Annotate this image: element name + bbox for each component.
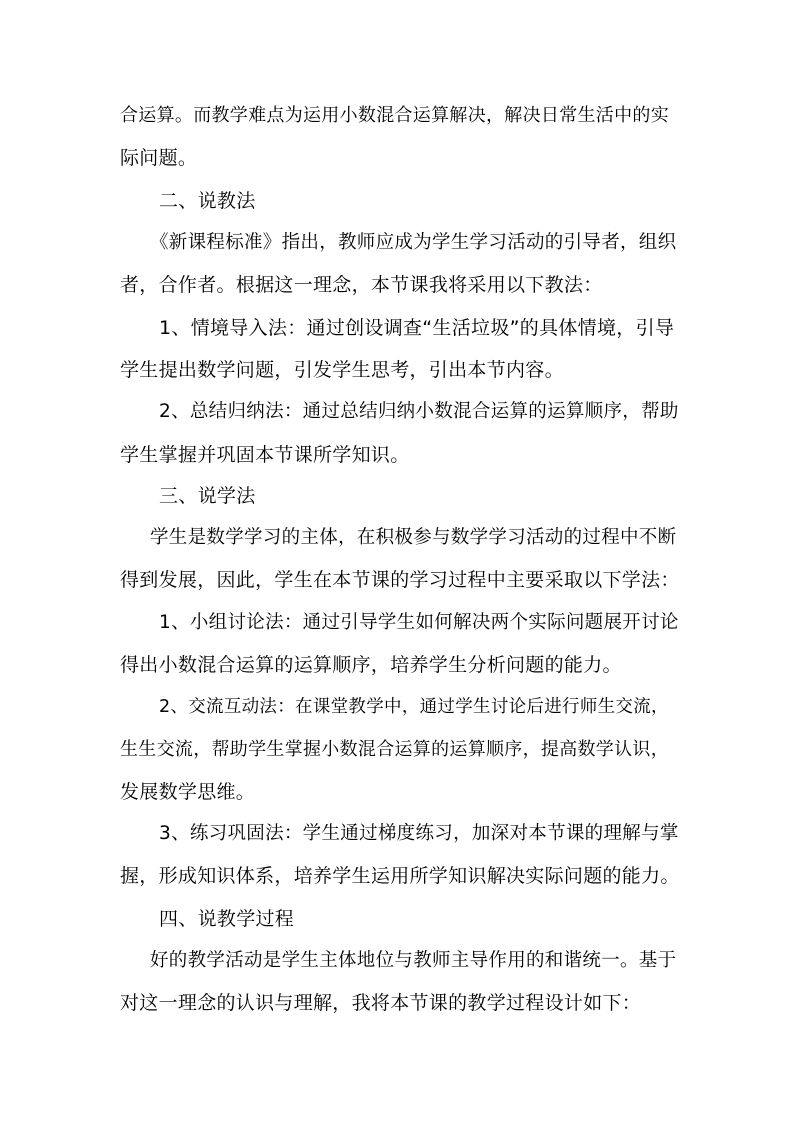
text-line: 1、情境导入法：通过创设调查“生活垃圾”的具体情境，引导 [159, 317, 675, 339]
section-heading-learning-method: 三、说学法 [159, 485, 256, 507]
text-line: 得出小数混合运算的运算顺序，培养学生分析问题的能力。 [120, 654, 622, 676]
text-line: 2、交流互动法：在课堂教学中，通过学生讨论后进行师生交流， [159, 697, 669, 717]
text-line: 生生交流，帮助学生掌握小数混合运算的运算顺序，提高数学认识， [120, 739, 669, 760]
text-line: 学生提出数学问题，引发学生思考，引出本节内容。 [120, 359, 564, 381]
text-line: 际问题。 [120, 147, 198, 169]
text-line: 学生掌握并巩固本节课所学知识。 [120, 444, 410, 466]
section-heading-teaching-process: 四、说教学过程 [159, 908, 295, 930]
text-line: 《新课程标准》指出，教师应成为学生学习活动的引导者，组织 [150, 232, 677, 253]
text-line: 2、总结归纳法：通过总结归纳小数混合运算的运算顺序，帮助 [159, 401, 679, 422]
text-line: 者，合作者。根据这一理念，本节课我将采用以下教法： [120, 274, 603, 296]
text-line: 握，形成知识体系，培养学生运用所学知识解决实际问题的能力。 [120, 865, 680, 887]
text-line: 对这一理念的认识与理解，我将本节课的教学过程设计如下： [120, 992, 642, 1014]
text-line: 合运算。而教学难点为运用小数混合运算解决，解决日常生活中的实 [120, 105, 669, 126]
text-line: 学生是数学学习的主体，在积极参与数学学习活动的过程中不断 [150, 527, 677, 548]
text-line: 3、练习巩固法：学生通过梯度练习，加深对本节课的理解与掌 [159, 823, 679, 844]
text-line: 得到发展，因此，学生在本节课的学习过程中主要采取以下学法： [120, 569, 680, 591]
text-line: 1、小组讨论法：通过引导学生如何解决两个实际问题展开讨论 [159, 612, 679, 633]
text-line: 好的教学活动是学生主体地位与教师主导作用的和谐统一。基于 [150, 950, 677, 971]
section-heading-teaching-method: 二、说教法 [159, 190, 256, 212]
text-line: 发展数学思维。 [120, 781, 256, 803]
